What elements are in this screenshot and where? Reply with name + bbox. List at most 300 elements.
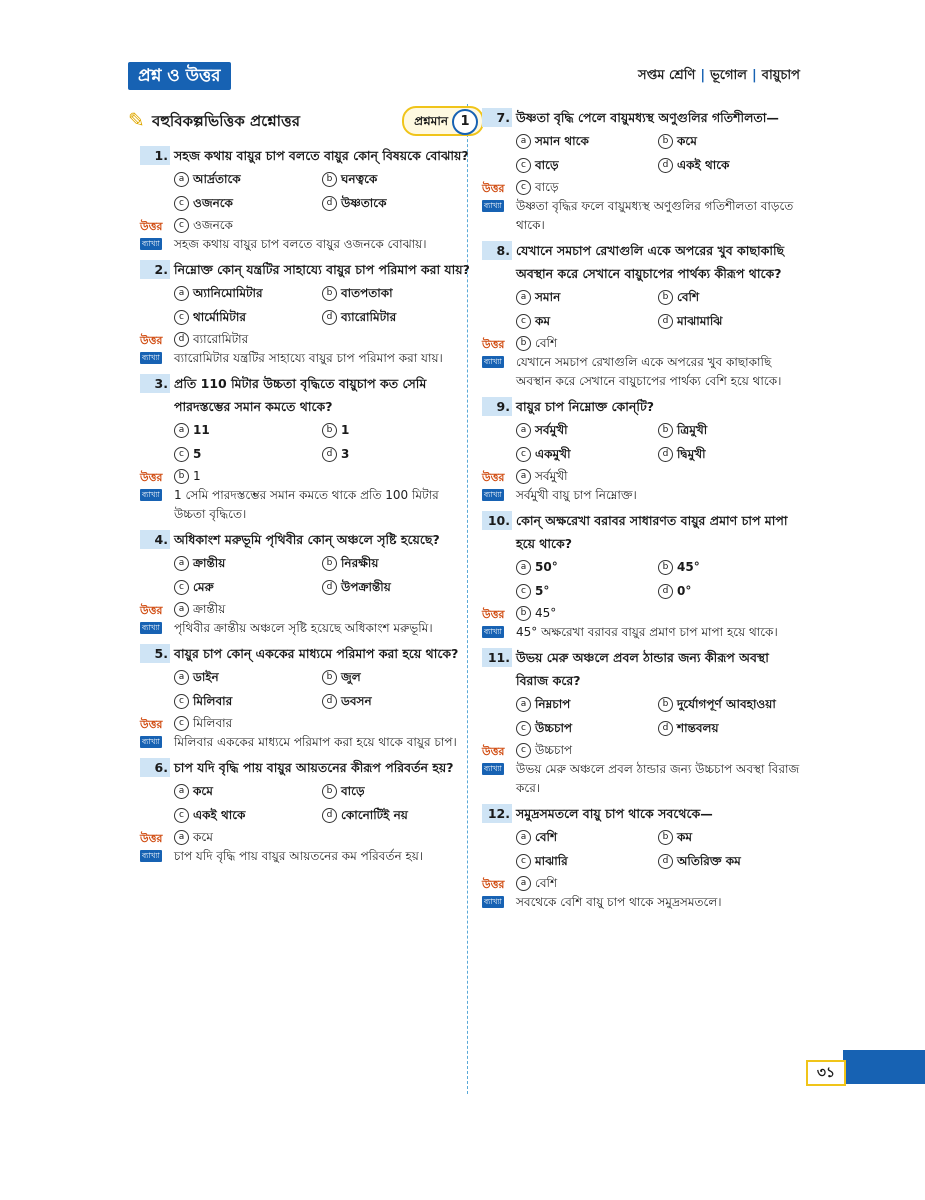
option-mark: c <box>174 310 189 325</box>
question-set-badge <box>402 106 484 136</box>
options-list <box>140 167 470 215</box>
option-c <box>174 305 322 329</box>
pencil-icon: ✎ <box>128 108 145 132</box>
question-stem <box>482 509 800 555</box>
option-c <box>516 849 658 873</box>
option-text: ডবসন <box>341 694 372 708</box>
explanation <box>140 847 470 866</box>
option-mark: d <box>658 854 673 869</box>
question-text: কোন্ অক্ষরেখা বরাবর সাধারণত বায়ুর প্রমাণ চাপ মাপা হয়ে থাকে? <box>516 513 788 551</box>
answer-icon: উত্তর <box>482 745 505 758</box>
explanation-text: সর্বমুখী বায়ু চাপ নিম্নোক্ত। <box>516 488 637 502</box>
option-text: ত্রিমুখী <box>677 423 708 437</box>
option-text: মাঝারি <box>535 854 568 868</box>
option-mark: c <box>516 854 531 869</box>
option-text: জুল <box>341 670 361 684</box>
option-mark: a <box>516 560 531 575</box>
answer-icon: উত্তর <box>140 832 163 845</box>
option-b <box>322 779 470 803</box>
question-stem <box>140 528 470 551</box>
question-item <box>140 756 470 866</box>
option-text: বেশি <box>677 290 700 304</box>
explanation-badge: ব্যাখ্যা <box>142 490 160 499</box>
option-text: বেশি <box>535 830 558 844</box>
question-number: 5. <box>140 644 170 663</box>
option-mark: b <box>322 670 337 685</box>
option-a <box>516 285 658 309</box>
question-item <box>140 642 470 752</box>
option-c <box>174 689 322 713</box>
answer-text: কমে <box>193 830 213 844</box>
option-mark: a <box>174 784 189 799</box>
explanation-badge: ব্যাখ্যা <box>142 239 160 248</box>
answer-line <box>140 713 470 733</box>
page-number: ৩১ <box>806 1060 846 1086</box>
option-c <box>516 442 658 466</box>
option-b <box>658 129 800 153</box>
options-list <box>140 779 470 827</box>
options-list <box>482 692 800 740</box>
option-c <box>174 442 322 466</box>
option-b <box>658 555 800 579</box>
explanation-text: ব্যারোমিটার যন্ত্রটির সাহায্যে বায়ুর চাপ পরিমাপ করা যায়। <box>174 351 443 365</box>
question-item <box>482 646 800 798</box>
option-d <box>322 689 470 713</box>
question-number: 4. <box>140 530 170 549</box>
question-number: 8. <box>482 241 512 260</box>
answer-mark: c <box>516 180 531 195</box>
question-stem <box>140 144 470 167</box>
option-a <box>174 281 322 305</box>
answer-text: সর্বমুখী <box>535 469 568 483</box>
question-set-number: 1 <box>452 109 478 135</box>
option-d <box>658 849 800 873</box>
option-text: শান্তবলয় <box>677 721 719 735</box>
option-mark: a <box>174 556 189 571</box>
option-d <box>658 716 800 740</box>
option-mark: d <box>658 721 673 736</box>
option-text: কমে <box>193 784 213 798</box>
question-text: বায়ুর চাপ নিম্নোক্ত কোন্‌টি? <box>516 399 655 414</box>
explanation-text: চাপ যদি বৃদ্ধি পায় বায়ুর আয়তনের কম পরিবর্তন হয়। <box>174 849 424 863</box>
option-mark: c <box>174 580 189 595</box>
explanation <box>140 619 470 638</box>
option-mark: d <box>322 580 337 595</box>
answer-text: 45° <box>535 606 557 620</box>
option-c <box>516 153 658 177</box>
option-text: ওজনকে <box>193 196 233 210</box>
answer-icon: উত্তর <box>140 334 163 347</box>
option-mark: c <box>516 584 531 599</box>
option-mark: d <box>658 158 673 173</box>
option-a <box>516 825 658 849</box>
right-column <box>482 106 800 916</box>
question-number: 2. <box>140 260 170 279</box>
option-b <box>322 418 470 442</box>
question-stem <box>140 756 470 779</box>
option-mark: b <box>658 560 673 575</box>
explanation-badge: ব্যাখ্যা <box>142 353 160 362</box>
option-mark: a <box>516 423 531 438</box>
answer-line <box>140 599 470 619</box>
option-mark: a <box>174 423 189 438</box>
answer-mark: c <box>174 218 189 233</box>
option-text: উচ্চচাপ <box>535 721 573 735</box>
answer-line <box>482 333 800 353</box>
explanation <box>482 353 800 391</box>
question-stem <box>482 239 800 285</box>
option-b <box>322 551 470 575</box>
option-c <box>516 716 658 740</box>
option-text: নিম্নচাপ <box>535 697 571 711</box>
option-text: কম <box>535 314 551 328</box>
explanation-badge: ব্যাখ্যা <box>484 897 502 906</box>
section-title: বহুবিকল্পভিত্তিক প্রশ্নোত্তর <box>152 112 300 130</box>
option-c <box>174 191 322 215</box>
option-text: মিলিবার <box>193 694 233 708</box>
answer-icon: উত্তর <box>140 220 163 233</box>
answer-line <box>482 466 800 486</box>
question-item <box>482 802 800 912</box>
answer-icon: উত্তর <box>140 718 163 731</box>
answer-text: মিলিবার <box>193 716 233 730</box>
question-text: যেখানে সমচাপ রেখাগুলি একে অপরের খুব কাছাকাছি অবস্থান করে সেখানে বায়ুচাপের পার্থক্য কীরূপ থাকে? <box>516 243 785 281</box>
answer-mark: b <box>174 469 189 484</box>
option-a <box>174 665 322 689</box>
option-d <box>658 309 800 333</box>
answer-icon: উত্তর <box>482 471 505 484</box>
option-b <box>322 167 470 191</box>
question-number: 3. <box>140 374 170 393</box>
chapter-title: প্রশ্ন ও উত্তর <box>128 62 231 90</box>
option-mark: a <box>174 286 189 301</box>
page-header <box>128 62 800 92</box>
explanation-text: উষ্ণতা বৃদ্ধির ফলে বায়ুমধ্যস্থ অণুগুলির গতিশীলতা বাড়তে থাকে। <box>516 199 794 232</box>
answer-mark: a <box>174 830 189 845</box>
option-text: 0° <box>677 584 692 598</box>
option-b <box>658 692 800 716</box>
option-c <box>174 803 322 827</box>
question-number: 1. <box>140 146 170 165</box>
option-text: সমান <box>535 290 561 304</box>
explanation-text: মিলিবার এককের মাধ্যমে পরিমাপ করা হয়ে থাকে বায়ুর চাপ। <box>174 735 457 749</box>
option-b <box>658 285 800 309</box>
option-mark: d <box>322 310 337 325</box>
option-text: একমুখী <box>535 447 571 461</box>
option-text: নিরক্ষীয় <box>341 556 379 570</box>
option-text: উপক্রান্তীয় <box>341 580 391 594</box>
option-text: বাড়ে <box>341 784 365 798</box>
option-d <box>322 803 470 827</box>
answer-line <box>482 603 800 623</box>
explanation <box>140 733 470 752</box>
option-text: আর্দ্রতাকে <box>193 172 241 186</box>
question-number: 9. <box>482 397 512 416</box>
option-text: কম <box>677 830 693 844</box>
question-text: নিম্নোক্ত কোন্ যন্ত্রটির সাহায্যে বায়ুর চাপ পরিমাপ করা যায়? <box>174 262 470 277</box>
question-item <box>482 509 800 642</box>
option-mark: d <box>322 196 337 211</box>
question-item <box>482 395 800 505</box>
option-mark: d <box>658 447 673 462</box>
question-number: 7. <box>482 108 512 127</box>
option-c <box>516 309 658 333</box>
option-mark: c <box>516 158 531 173</box>
option-mark: c <box>516 447 531 462</box>
option-b <box>322 665 470 689</box>
question-stem <box>482 395 800 418</box>
option-b <box>322 281 470 305</box>
options-list <box>482 418 800 466</box>
breadcrumb-chapter: বায়ুচাপ <box>761 68 800 83</box>
answer-text: উচ্চচাপ <box>535 743 573 757</box>
option-mark: a <box>516 830 531 845</box>
explanation-badge: ব্যাখ্যা <box>484 357 502 366</box>
explanation-badge: ব্যাখ্যা <box>484 490 502 499</box>
explanation-badge: ব্যাখ্যা <box>484 627 502 636</box>
option-b <box>658 418 800 442</box>
answer-mark: c <box>174 716 189 731</box>
question-stem <box>482 802 800 825</box>
section-header <box>128 106 470 136</box>
option-text: সর্বমুখী <box>535 423 568 437</box>
option-mark: b <box>322 556 337 571</box>
option-a <box>516 692 658 716</box>
option-mark: c <box>174 196 189 211</box>
option-text: কোনোটিই নয় <box>341 808 408 822</box>
question-item <box>140 528 470 638</box>
option-text: একই থাকে <box>193 808 246 822</box>
answer-mark: d <box>174 332 189 347</box>
option-mark: b <box>322 286 337 301</box>
option-text: অতিরিক্ত কম <box>677 854 741 868</box>
option-text: থার্মোমিটার <box>193 310 246 324</box>
explanation <box>482 893 800 912</box>
option-mark: b <box>322 172 337 187</box>
option-a <box>174 551 322 575</box>
answer-icon: উত্তর <box>140 471 163 484</box>
answer-mark: a <box>516 876 531 891</box>
question-text: প্রতি 110 মিটার উচ্চতা বৃদ্ধিতে বায়ুচাপ কত সেমি পারদস্তম্ভের সমান কমতে থাকে? <box>174 376 427 414</box>
breadcrumb-separator: | <box>751 68 757 83</box>
option-mark: a <box>516 134 531 149</box>
option-a <box>516 129 658 153</box>
option-text: 45° <box>677 560 700 574</box>
option-mark: b <box>658 697 673 712</box>
option-c <box>516 579 658 603</box>
question-item <box>482 239 800 391</box>
option-text: ক্রান্তীয় <box>193 556 226 570</box>
question-stem <box>140 258 470 281</box>
explanation-badge: ব্যাখ্যা <box>142 851 160 860</box>
answer-text: 1 <box>193 469 201 483</box>
explanation-badge: ব্যাখ্যা <box>484 201 502 210</box>
option-text: উষ্ণতাকে <box>341 196 387 210</box>
left-question-list <box>140 144 470 866</box>
answer-text: ক্রান্তীয় <box>193 602 226 616</box>
option-mark: c <box>516 721 531 736</box>
question-number: 12. <box>482 804 512 823</box>
question-text: উষ্ণতা বৃদ্ধি পেলে বায়ুমধ্যস্থ অণুগুলির গতিশীলতা— <box>516 110 779 125</box>
explanation <box>482 197 800 235</box>
option-text: ঘনত্বকে <box>341 172 378 186</box>
option-mark: b <box>658 134 673 149</box>
answer-icon: উত্তর <box>482 182 505 195</box>
answer-mark: a <box>174 602 189 617</box>
explanation-text: সবথেকে বেশি বায়ু চাপ থাকে সমুদ্রসমতলে। <box>516 895 722 909</box>
answer-icon: উত্তর <box>140 604 163 617</box>
question-text: চাপ যদি বৃদ্ধি পায় বায়ুর আয়তনের কীরূপ পরিবর্তন হয়? <box>174 760 454 775</box>
option-d <box>322 305 470 329</box>
question-number: 6. <box>140 758 170 777</box>
options-list <box>482 825 800 873</box>
options-list <box>482 129 800 177</box>
question-item <box>140 258 470 368</box>
answer-text: ওজনকে <box>193 218 233 232</box>
question-number: 11. <box>482 648 512 667</box>
option-text: 1 <box>341 423 350 437</box>
question-text: সমুদ্রসমতলে বায়ু চাপ থাকে সবথেকে— <box>516 806 713 821</box>
option-d <box>322 191 470 215</box>
question-stem <box>482 646 800 692</box>
explanation <box>482 486 800 505</box>
options-list <box>140 418 470 466</box>
answer-line <box>140 827 470 847</box>
option-d <box>658 579 800 603</box>
option-a <box>516 555 658 579</box>
question-item <box>482 106 800 235</box>
option-mark: c <box>516 314 531 329</box>
option-a <box>516 418 658 442</box>
option-text: মেরু <box>193 580 214 594</box>
option-text: বাতপতাকা <box>341 286 393 300</box>
breadcrumb-class: সপ্তম শ্রেণি <box>638 68 696 83</box>
question-stem <box>140 372 470 418</box>
options-list <box>140 281 470 329</box>
option-mark: b <box>322 784 337 799</box>
option-c <box>174 575 322 599</box>
question-text: অধিকাংশ মরুভূমি পৃথিবীর কোন্ অঞ্চলে সৃষ্টি হয়েছে? <box>174 532 440 547</box>
explanation-text: 1 সেমি পারদস্তম্ভের সমান কমতে থাকে প্রতি 100 মিটার উচ্চতা বৃদ্ধিতে। <box>174 488 439 521</box>
explanation-text: পৃথিবীর ক্রান্তীয় অঞ্চলে সৃষ্টি হয়েছে অধিকাংশ মরুভূমি। <box>174 621 433 635</box>
explanation <box>482 760 800 798</box>
option-text: কমে <box>677 134 697 148</box>
answer-mark: c <box>516 743 531 758</box>
answer-text: বেশি <box>535 876 558 890</box>
option-mark: a <box>516 290 531 305</box>
option-mark: b <box>658 830 673 845</box>
option-b <box>658 825 800 849</box>
option-mark: b <box>658 290 673 305</box>
option-mark: d <box>322 694 337 709</box>
option-text: দুর্যোগপূর্ণ আবহাওয়া <box>677 697 776 711</box>
options-list <box>482 285 800 333</box>
question-text: সহজ কথায় বায়ুর চাপ বলতে বায়ুর কোন্ বিষয়কে বোঝায়? <box>174 148 469 163</box>
answer-text: ব্যারোমিটার <box>193 332 249 346</box>
explanation-text: যেখানে সমচাপ রেখাগুলি একে অপরের খুব কাছাকাছি অবস্থান করে সেখানে বায়ুচাপের পার্থক্য বেশি হয়ে থাকে। <box>516 355 782 388</box>
option-mark: c <box>174 694 189 709</box>
answer-line <box>482 177 800 197</box>
options-list <box>140 551 470 599</box>
question-number: 10. <box>482 511 512 530</box>
option-d <box>322 575 470 599</box>
option-text: সমান থাকে <box>535 134 589 148</box>
question-text: বায়ুর চাপ কোন্ এককের মাধ্যমে পরিমাপ করা হয়ে থাকে? <box>174 646 459 661</box>
question-stem <box>140 642 470 665</box>
answer-mark: b <box>516 606 531 621</box>
option-text: দ্বিমুখী <box>677 447 706 461</box>
option-text: 50° <box>535 560 558 574</box>
option-mark: d <box>658 584 673 599</box>
question-set-label: প্রশ্নমান <box>414 114 448 128</box>
left-column <box>128 106 470 870</box>
option-mark: d <box>322 447 337 462</box>
option-mark: d <box>322 808 337 823</box>
option-text: মাঝামাঝি <box>677 314 723 328</box>
option-mark: b <box>658 423 673 438</box>
answer-line <box>140 329 470 349</box>
option-text: 5 <box>193 447 202 461</box>
option-mark: d <box>658 314 673 329</box>
answer-line <box>482 873 800 893</box>
option-a <box>174 779 322 803</box>
option-d <box>658 153 800 177</box>
explanation-badge: ব্যাখ্যা <box>142 623 160 632</box>
question-stem <box>482 106 800 129</box>
option-a <box>174 418 322 442</box>
option-mark: c <box>174 447 189 462</box>
answer-line <box>140 215 470 235</box>
option-d <box>322 442 470 466</box>
option-mark: a <box>516 697 531 712</box>
answer-mark: b <box>516 336 531 351</box>
breadcrumb-subject: ভূগোল <box>710 68 747 83</box>
explanation-badge: ব্যাখ্যা <box>142 737 160 746</box>
answer-text: বাড়ে <box>535 180 559 194</box>
explanation <box>482 623 800 642</box>
option-mark: a <box>174 670 189 685</box>
answer-icon: উত্তর <box>482 878 505 891</box>
answer-text: বেশি <box>535 336 558 350</box>
options-list <box>482 555 800 603</box>
option-d <box>658 442 800 466</box>
option-text: ডাইন <box>193 670 219 684</box>
explanation-badge: ব্যাখ্যা <box>484 764 502 773</box>
answer-mark: a <box>516 469 531 484</box>
answer-line <box>140 466 470 486</box>
option-text: 3 <box>341 447 350 461</box>
answer-line <box>482 740 800 760</box>
answer-icon: উত্তর <box>482 608 505 621</box>
breadcrumb-separator: | <box>700 68 706 83</box>
option-text: 11 <box>193 423 210 437</box>
explanation-text: উভয় মেরু অঞ্চলে প্রবল ঠান্ডার জন্য উচ্চচাপ অবস্থা বিরাজ করে। <box>516 762 800 795</box>
explanation-text: সহজ কথায় বায়ুর চাপ বলতে বায়ুর ওজনকে বোঝায়। <box>174 237 427 251</box>
explanation <box>140 486 470 524</box>
footer-bar <box>843 1050 925 1084</box>
explanation <box>140 235 470 254</box>
option-text: অ্যানিমোমিটার <box>193 286 263 300</box>
option-mark: c <box>174 808 189 823</box>
option-mark: a <box>174 172 189 187</box>
answer-icon: উত্তর <box>482 338 505 351</box>
right-question-list <box>482 106 800 912</box>
question-item <box>140 144 470 254</box>
option-text: একই থাকে <box>677 158 730 172</box>
explanation-text: 45° অক্ষরেখা বরাবর বায়ুর প্রমাণ চাপ মাপা হয়ে থাকে। <box>516 625 778 639</box>
option-text: ব্যারোমিটার <box>341 310 397 324</box>
option-mark: b <box>322 423 337 438</box>
